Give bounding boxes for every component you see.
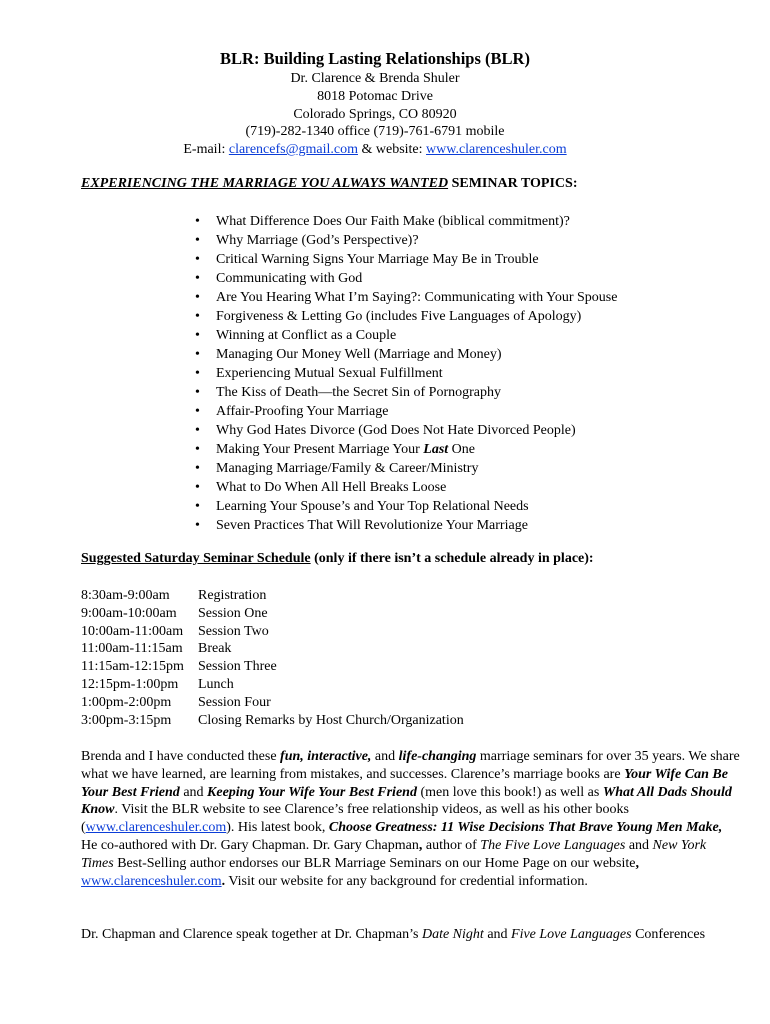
event-name: Five Love Languages (511, 927, 632, 942)
website-link[interactable]: www.clarenceshuler.com (426, 142, 567, 158)
schedule-time: 10:00am-11:00am (81, 623, 184, 639)
text-run: Best-Selling author endorses our BLR Marriage Seminars on our Home Page on our website (113, 855, 636, 871)
text-run: . (221, 873, 226, 889)
text-run: and (483, 927, 512, 942)
text-run: Dr. Chapman and Clarence speak together at Dr. Chapman’s (81, 927, 422, 942)
document-title: BLR: Building Lasting Relationships (BLR) (220, 49, 530, 68)
topic-item: • Affair-Proofing Your Marriage (195, 402, 617, 421)
topics-heading-emphasis: EXPERIENCING THE MARRIAGE YOU ALWAYS WANTED (81, 176, 449, 191)
email-link[interactable]: clarencefs@gmail.com (228, 142, 358, 158)
publication-name: New York Times (81, 837, 707, 871)
street-address: 8018 Potomac Drive (317, 88, 433, 104)
schedule-heading-title: Suggested Saturday Seminar Schedule (81, 551, 311, 566)
phone-numbers: (719)-282-1340 office (719)-761-6791 mobile (245, 124, 505, 140)
schedule-event: Session One (198, 605, 268, 621)
website-label: & website: (357, 142, 427, 158)
text-run: Brenda and I have conducted these (81, 749, 281, 764)
emphasis-life-changing: life-changing (398, 749, 477, 764)
book-title: Choose Greatness: 11 Wise Decisions That Brave Young Men Make, (328, 820, 723, 836)
text-run: , (418, 837, 423, 853)
schedule-row (81, 676, 464, 694)
text-run: author of (422, 837, 481, 853)
topics-list (195, 212, 617, 535)
schedule-heading-note: (only if there isn’t a schedule already in place): (310, 551, 594, 566)
topic-item: • Why God Hates Divorce (God Does Not Hate Divorced People) (195, 421, 617, 440)
topic-item: • Winning at Conflict as a Couple (195, 326, 617, 345)
book-title: Keeping Your Wife Your Best Friend (207, 784, 417, 800)
schedule-event: Lunch (198, 676, 234, 692)
city-address: Colorado Springs, CO 80920 (293, 106, 457, 122)
contact-line (0, 141, 750, 159)
schedule-time: 9:00am-10:00am (81, 605, 177, 621)
conference-paragraph (81, 926, 741, 944)
topic-item: • Learning Your Spouse’s and Your Top Relational Needs (195, 497, 617, 516)
schedule-time: 11:00am-11:15am (81, 641, 183, 657)
letterhead (0, 48, 750, 159)
topic-item: • Are You Hearing What I’m Saying?: Communicating with Your Spouse (195, 288, 617, 307)
schedule-time: 8:30am-9:00am (81, 588, 170, 603)
topic-item-text: Making Your Present Marriage Your (216, 442, 424, 457)
schedule-row (81, 640, 464, 658)
schedule-event: Session Two (198, 623, 269, 639)
schedule-event: Session Three (198, 659, 277, 675)
schedule-row (81, 712, 464, 730)
text-run: marriage seminars for over 35 years. We share what we have learned, are learning from mistakes, and successes. Clarence’s marriage books are (81, 749, 740, 782)
text-run: Visit our website for any background for credential information. (225, 873, 588, 889)
schedule-time: 3:00pm-3:15pm (81, 712, 172, 728)
topic-item: • The Kiss of Death—the Secret Sin of Pornography (195, 383, 617, 402)
text-run: . Visit the BLR website to see Clarence’s free relationship videos, as well as his other books ( (81, 802, 629, 836)
schedule-row (81, 605, 464, 623)
topic-item: • What Difference Does Our Faith Make (biblical commitment)? (195, 212, 617, 231)
text-run: , (635, 855, 639, 871)
topic-item: • What to Do When All Hell Breaks Loose (195, 478, 617, 497)
topic-item: • Experiencing Mutual Sexual Fulfillment (195, 364, 617, 383)
text-run: and (625, 837, 653, 853)
text-run: He co-authored with Dr. Gary Chapman. Dr. Gary Chapman (81, 837, 419, 853)
topic-item: • Managing Marriage/Family & Career/Ministry (195, 459, 617, 478)
schedule-time: 12:15pm-1:00pm (81, 676, 179, 692)
schedule-event: Session Four (198, 694, 271, 710)
schedule-time: 11:15am-12:15pm (81, 659, 184, 675)
topics-heading (81, 176, 578, 192)
schedule-row (81, 623, 464, 641)
topic-item: • Forgiveness & Letting Go (includes Five Languages of Apology) (195, 307, 617, 326)
email-label: E-mail: (183, 142, 229, 158)
topics-heading-colon: : (572, 176, 578, 191)
schedule-row (81, 658, 464, 676)
event-name: Date Night (421, 927, 484, 942)
topic-item-rest: One (448, 442, 475, 457)
schedule-row (81, 694, 464, 712)
schedule-time: 1:00pm-2:00pm (81, 694, 172, 710)
schedule-event: Closing Remarks by Host Church/Organization (198, 712, 464, 728)
website-link[interactable]: www.clarenceshuler.com (85, 820, 227, 836)
book-title: Your Wife Can Be Your Best Friend (81, 766, 728, 800)
topic-item (195, 440, 617, 459)
book-title: The Five Love Languages (480, 837, 626, 853)
text-run: and (179, 784, 208, 800)
text-run: and (371, 749, 399, 764)
book-title: What All Dads Should Know (81, 784, 732, 818)
emphasis-fun-interactive: fun, interactive, (280, 749, 372, 764)
topic-item: • Communicating with God (195, 269, 617, 288)
author-names: Dr. Clarence & Brenda Shuler (290, 71, 460, 86)
text-run: (men love this book!) as well as (416, 784, 603, 800)
topics-heading-rest: SEMINAR TOPICS (448, 176, 573, 191)
website-link[interactable]: www.clarenceshuler.com (81, 873, 222, 889)
text-run: ). His latest book, (226, 820, 329, 836)
schedule-heading (81, 551, 594, 567)
schedule-table (81, 587, 464, 729)
topic-item: • Managing Our Money Well (Marriage and Money) (195, 345, 617, 364)
schedule-row (81, 587, 464, 605)
topic-item-emphasis: Last (423, 442, 449, 457)
seminar-description-paragraph (81, 748, 741, 890)
schedule-event: Registration (198, 588, 267, 603)
text-run: Conferences (631, 927, 706, 942)
topic-item: • Critical Warning Signs Your Marriage May Be in Trouble (195, 250, 617, 269)
topic-item: • Why Marriage (God’s Perspective)? (195, 231, 617, 250)
topic-item: • Seven Practices That Will Revolutionize Your Marriage (195, 516, 617, 535)
schedule-event: Break (198, 641, 232, 657)
